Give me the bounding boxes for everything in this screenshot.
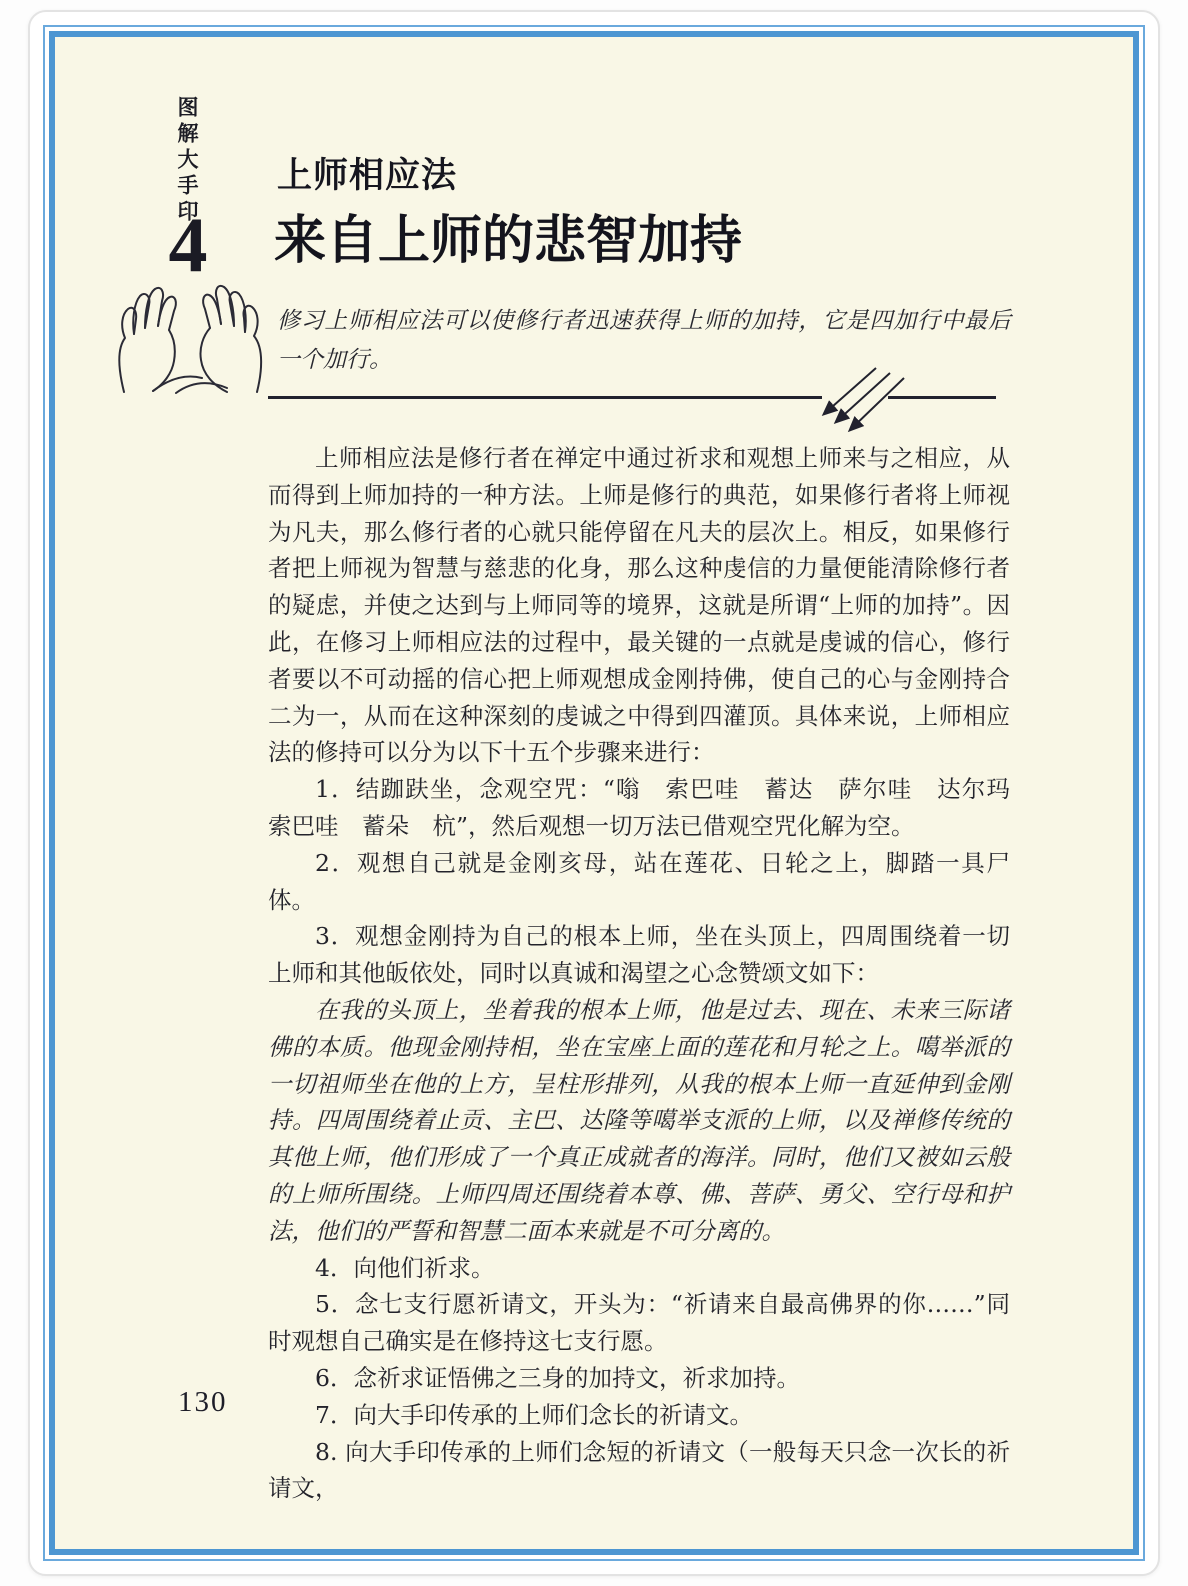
body-paragraph-list: 6．念祈求证悟佛之三身的加持文，祈求加持。 <box>315 1363 800 1392</box>
body-paragraph-list: 8. 向大手印传承的上师们念短的祈请文（一般每天只念一次长的祈请文， <box>268 1437 1010 1503</box>
chapter-number: 4 <box>168 201 208 288</box>
body-paragraph-normal: 上师相应法是修行者在禅定中通过祈求和观想上师来与之相应，从而得到上师加持的一种方法。上师是修行的典范，如果修行者将上师视为凡夫，那么修行者的心就只能停留在凡夫的层次上。相反，如果修行者把上师视为智慧与慈悲的化身，那么这种虔信的力量便能清除修行者的疑虑，并使之达到与上师同等的境界，这就是所谓“上师的加持”。因此，在修习上师相应法的过程中，最关键的一点就是虔诚的信心，修行者要以不可动摇的信心把上师观想成金刚持佛，使自己的心与金刚持合二为一，从而在这种深刻的虔诚之中得到四灌顶。具体来说，上师相应法的修持可以分为以下十五个步骤来进行： <box>268 444 1010 767</box>
body-paragraph-list: 3．观想金刚持为自己的根本上师，坐在头顶上，四周围绕着一切上师和其他皈依处，同时以真诚和渴望之心念赞颂文如下： <box>268 922 1010 988</box>
page-title: 来自上师的悲智加持 <box>274 210 743 271</box>
section-divider <box>268 390 1010 434</box>
body-paragraph-list: 7．向大手印传承的上师们念长的祈请文。 <box>315 1400 753 1429</box>
body-text <box>268 440 1057 1507</box>
mudra-hands-icon <box>114 274 266 398</box>
intro-paragraph: 修习上师相应法可以使修行者迅速获得上师的加持，它是四加行中最后一个加行。 <box>277 308 1011 373</box>
page-number: 130 <box>178 1386 228 1418</box>
triple-arrow-icon <box>804 366 916 438</box>
body-paragraph-list: 1．结跏趺坐，念观空咒：“嗡 索巴哇 蓄达 萨尔哇 达尔玛 索巴哇 蓄朵 杭”，然后观想一切万法已借观空咒化解为空。 <box>268 775 1057 840</box>
body-paragraph-list: 2．观想自己就是金刚亥母，站在莲花、日轮之上，脚踏一具尸体。 <box>268 848 1010 914</box>
body-paragraph-kai: 在我的头顶上，坐着我的根本上师，他是过去、现在、未来三际诸佛的本质。他现金刚持相，坐在宝座上面的莲花和月轮之上。噶举派的一切祖师坐在他的上方，呈柱形排列，从我的根本上师一直延伸到金刚持。四周围绕着止贡、主巴、达隆等噶举支派的上师，以及禅修传统的其他上师，他们形成了一个真正成就者的海洋。同时，他们又被如云般的上师所围绕。上师四周还围绕着本尊、佛、菩萨、勇父、空行母和护法，他们的严誓和智慧二面本来就是不可分离的。 <box>268 995 1010 1245</box>
book-title-vertical: 图解大手印 <box>175 96 199 226</box>
body-paragraph-list: 4．向他们祈求。 <box>315 1253 495 1282</box>
divider-line-left <box>268 396 822 399</box>
section-kicker: 上师相应法 <box>277 155 458 196</box>
body-paragraph-list: 5．念七支行愿祈请文，开头为：“祈请来自最高佛界的你……”同时观想自己确实是在修持这七支行愿。 <box>268 1290 1010 1356</box>
